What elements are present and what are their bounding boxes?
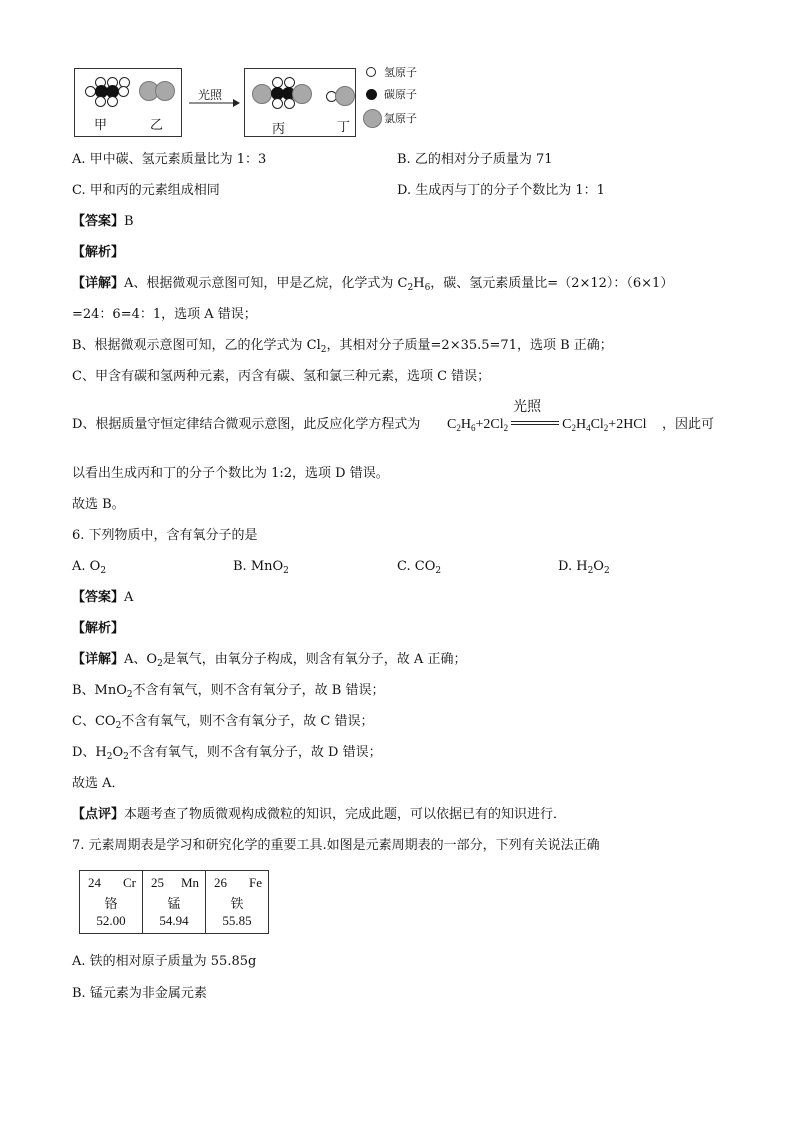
q5-detail-line1: 【详解】A、根据微观示意图可知，甲是乙烷，化学式为 $C_2H_6$，碳、氢元素质量比=（2×12）：（6×1） [72, 276, 674, 293]
atomic-number: 25 [151, 875, 164, 890]
c-atom-legend-icon [366, 89, 377, 100]
h-atom-legend-icon [366, 67, 376, 77]
q6-answer [72, 590, 133, 606]
q6-detail-b: B、MnO$_2$不含有氧气，则不含有氧分子，故 B 错误； [72, 683, 385, 700]
h-atom [95, 96, 106, 107]
h-atom [107, 96, 118, 107]
atomic-number: 26 [214, 875, 227, 890]
answer-tag: 【答案】 [72, 590, 125, 605]
q5-detail-line2: =24：6=4：1，选项 A 错误； [72, 307, 257, 322]
q5-detail-d-tail: ，因此可 [662, 417, 715, 432]
legend-c-label: 碳原子 [384, 88, 417, 101]
detail-tag: 【详解】 [72, 276, 125, 291]
q5-option-a: A. 甲中碳、氢元素质量比为 1：3 [72, 152, 267, 167]
atomic-mass: 52.00 [96, 913, 126, 928]
detail-tag: 【详解】 [72, 652, 125, 667]
chemical-equation: $C_2H_6+2Cl_2$ 光照 $C_2H_4Cl_2+2HCl$ [447, 400, 647, 433]
label-ding: 丁 [337, 120, 351, 135]
q5-answer [72, 214, 134, 230]
atomic-number: 24 [88, 875, 101, 890]
h-atom [284, 98, 295, 109]
q6-detail-d: D、$H_2O_2$不含有氧气，则不含有氧分子，故 D 错误； [72, 745, 382, 762]
label-yi: 乙 [150, 118, 164, 133]
equation-condition: 光照 [513, 400, 542, 415]
legend-cl-label: 氯原子 [384, 112, 417, 125]
q5-detail-b: B、根据微观示意图可知，乙的化学式为 $Cl_2$，其相对分子质量=2×35.5=71，选项 B 正确； [72, 338, 613, 355]
label-bing: 丙 [272, 122, 286, 137]
atomic-mass: 55.85 [222, 913, 252, 928]
q6-stem: 6. 下列物质中，含有氧分子的是 [72, 528, 258, 543]
periodic-table-excerpt [79, 870, 269, 934]
reaction-arrow [189, 98, 241, 108]
q5-option-c: C. 甲和丙的元素组成相同 [72, 183, 220, 198]
comment-tag: 【点评】 [72, 807, 125, 822]
q7-option-a: A. 铁的相对原子质量为 55.85g [72, 954, 257, 969]
h-atom [272, 98, 283, 109]
cl-atom [252, 84, 272, 104]
element-symbol: Mn [180, 875, 199, 890]
element-symbol: Cr [123, 875, 136, 890]
q7-stem: 7. 元素周期表是学习和研究化学的重要工具.如图是元素周期表的一部分，下列有关说法正确 [72, 838, 600, 853]
element-name: 铁 [230, 896, 244, 911]
label-jia: 甲 [94, 118, 108, 133]
element-name: 锰 [167, 896, 181, 911]
cl-atom [335, 86, 355, 106]
element-cell-mn [143, 871, 206, 934]
q6-conclusion: 故选 A． [72, 776, 125, 791]
cl-atom-legend-icon [363, 109, 382, 128]
q6-option-c: C. $CO_2$ [397, 559, 442, 576]
atomic-mass: 54.94 [159, 913, 189, 928]
q6-detail-c: C、$CO_2$不含有氧气，则不含有氧分子，故 C 错误； [72, 714, 374, 731]
q7-option-b: B. 锰元素为非金属元素 [72, 986, 207, 1001]
equation-arrow [511, 400, 559, 428]
q6-detail-a: 【详解】A、$O_2$是氧气，由氧分子构成，则含有氧分子，故 A 正确； [72, 652, 467, 669]
answer-value: B [124, 214, 134, 229]
q5-option-d: D. 生成丙与丁的分子个数比为 1：1 [397, 183, 605, 198]
q6-comment: 【点评】本题考查了物质微观构成微粒的知识，完成此题，可以依据已有的知识进行． [72, 807, 567, 822]
cl-atom [155, 81, 175, 101]
h-atom [118, 86, 129, 97]
q5-detail-c: C、甲含有碳和氢两种元素，丙含有碳、氢和氯三种元素，选项 C 错误； [72, 369, 491, 384]
q5-analysis-tag: 【解析】 [72, 245, 125, 260]
q5-detail-d-line2: 以看出生成丙和丁的分子个数比为 1:2，选项 D 错误。 [72, 466, 389, 481]
answer-value: A [124, 590, 134, 605]
q5-conclusion: 故选 B。 [72, 497, 125, 512]
legend-h-label: 氢原子 [384, 66, 417, 79]
q6-analysis-tag: 【解析】 [72, 621, 125, 636]
element-cell-fe [206, 871, 269, 934]
q6-option-d: D. $H_2O_2$ [558, 559, 610, 576]
element-name: 铬 [104, 896, 118, 911]
q6-option-b: B. MnO$_2$ [233, 559, 289, 576]
cl-atom [292, 84, 312, 104]
q5-option-b: B. 乙的相对分子质量为 71 [397, 152, 553, 167]
element-symbol: Fe [249, 875, 262, 890]
q5-detail-d: D、根据质量守恒定律结合微观示意图，此反应化学方程式为 [72, 417, 421, 432]
q6-option-a: A. $O_2$ [72, 559, 107, 576]
element-cell-cr [80, 871, 143, 934]
answer-tag: 【答案】 [72, 214, 125, 229]
reaction-condition: 光照 [198, 88, 223, 102]
